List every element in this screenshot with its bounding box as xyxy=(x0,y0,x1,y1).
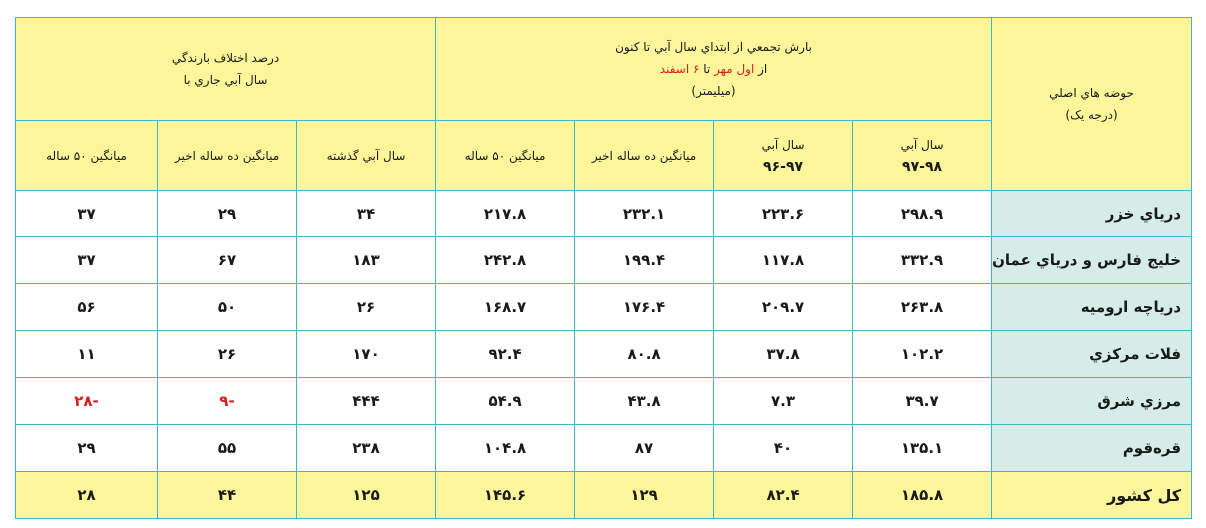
range-start-date: اول مهر xyxy=(714,62,755,76)
total-pct-last-year: ۱۲۵ xyxy=(297,472,436,519)
value-avg50: ۵۴.۹ xyxy=(436,378,575,425)
pct-last-year: ۱۸۳ xyxy=(297,237,436,284)
basin-header-subtitle: (درجه يک) xyxy=(1065,108,1118,122)
table-row xyxy=(16,191,1192,237)
col-header-avg50: ميانگين ۵۰ ساله xyxy=(436,121,575,191)
rainfall-table xyxy=(15,17,1192,519)
basin-name: درياچه اروميه xyxy=(992,284,1192,331)
pct-last-year: ۲۳۸ xyxy=(297,425,436,472)
total-label: کل کشور xyxy=(992,472,1192,519)
range-from-word: از xyxy=(754,62,768,76)
pct-last-year: ۴۴۴ xyxy=(297,378,436,425)
value-9798: ۲۹۸.۹ xyxy=(853,191,992,237)
pct-avg10: ۲۶ xyxy=(158,331,297,378)
pct-avg50: -۲۸ xyxy=(16,378,158,425)
col-header-year-prev-label: سال آبي xyxy=(761,137,805,152)
pct-avg10: ۵۵ xyxy=(158,425,297,472)
value-avg50: ۱۶۸.۷ xyxy=(436,284,575,331)
value-9697: ۷.۳ xyxy=(714,378,853,425)
cumulative-header-range xyxy=(436,58,991,80)
cumulative-header-unit: (ميليمتر) xyxy=(691,84,736,98)
pct-avg10: ۲۹ xyxy=(158,191,297,237)
value-9798: ۳۳۲.۹ xyxy=(853,237,992,284)
basin-name: مرزي شرق xyxy=(992,378,1192,425)
header-row-1 xyxy=(16,18,1192,121)
diff-header-title: درصد اختلاف بارندگي xyxy=(171,51,280,65)
pct-avg50: ۳۷ xyxy=(16,237,158,284)
rainfall-table-frame xyxy=(15,17,1191,520)
total-pct-avg10: ۴۴ xyxy=(158,472,297,519)
value-9697: ۲۲۳.۶ xyxy=(714,191,853,237)
value-9697: ۴۰ xyxy=(714,425,853,472)
value-9798: ۱۳۵.۱ xyxy=(853,425,992,472)
basin-name: درياي خزر xyxy=(992,191,1192,237)
diff-header-subtitle: سال آبي جاري با xyxy=(183,73,268,87)
value-9798: ۲۶۳.۸ xyxy=(853,284,992,331)
total-9798: ۱۸۵.۸ xyxy=(853,472,992,519)
pct-avg10: ۵۰ xyxy=(158,284,297,331)
total-row xyxy=(16,472,1192,519)
total-avg50: ۱۴۵.۶ xyxy=(436,472,575,519)
diff-header-cell xyxy=(16,18,436,121)
pct-avg10: -۹ xyxy=(158,378,297,425)
pct-avg50: ۱۱ xyxy=(16,331,158,378)
value-9798: ۳۹.۷ xyxy=(853,378,992,425)
basin-name: قره‌قوم xyxy=(992,425,1192,472)
range-end-date: ۶ اسفند xyxy=(659,62,700,76)
col-header-year-prev-range: ۹۶-۹۷ xyxy=(763,158,804,175)
col-header-year-prev xyxy=(714,121,853,191)
table-row xyxy=(16,237,1192,284)
col-header-avg10: ميانگين ده ساله اخير xyxy=(575,121,714,191)
pct-avg50: ۲۹ xyxy=(16,425,158,472)
value-avg50: ۲۴۲.۸ xyxy=(436,237,575,284)
table-row xyxy=(16,425,1192,472)
col-header-year-current xyxy=(853,121,992,191)
value-avg10: ۸۷ xyxy=(575,425,714,472)
value-avg10: ۴۳.۸ xyxy=(575,378,714,425)
table-row xyxy=(16,331,1192,378)
cumulative-header-title: بارش تجمعي از ابتداي سال آبي تا کنون xyxy=(615,40,812,54)
col-header-year-current-range: ۹۷-۹۸ xyxy=(902,158,943,175)
table-row xyxy=(16,378,1192,425)
cumulative-header-cell xyxy=(436,18,992,121)
pct-avg50: ۳۷ xyxy=(16,191,158,237)
basin-name: خليج فارس و درياي عمان xyxy=(992,237,1192,284)
value-9697: ۲۰۹.۷ xyxy=(714,284,853,331)
col-header-last-year: سال آبي گذشته xyxy=(297,121,436,191)
range-to-word: تا xyxy=(699,62,715,76)
value-avg10: ۲۳۲.۱ xyxy=(575,191,714,237)
pct-last-year: ۳۴ xyxy=(297,191,436,237)
value-9697: ۳۷.۸ xyxy=(714,331,853,378)
value-9697: ۱۱۷.۸ xyxy=(714,237,853,284)
value-avg50: ۹۲.۴ xyxy=(436,331,575,378)
pct-last-year: ۲۶ xyxy=(297,284,436,331)
value-9798: ۱۰۲.۲ xyxy=(853,331,992,378)
value-avg10: ۱۹۹.۴ xyxy=(575,237,714,284)
value-avg10: ۸۰.۸ xyxy=(575,331,714,378)
total-avg10: ۱۲۹ xyxy=(575,472,714,519)
col-header-year-current-label: سال آبي xyxy=(900,137,944,152)
value-avg50: ۱۰۴.۸ xyxy=(436,425,575,472)
value-avg10: ۱۷۶.۴ xyxy=(575,284,714,331)
value-avg50: ۲۱۷.۸ xyxy=(436,191,575,237)
col-header-diff-avg10: ميانگين ده ساله اخير xyxy=(158,121,297,191)
col-header-diff-avg50: ميانگين ۵۰ ساله xyxy=(16,121,158,191)
pct-avg50: ۵۶ xyxy=(16,284,158,331)
basin-header-title: حوضه هاي اصلي xyxy=(1049,86,1134,100)
total-9697: ۸۲.۴ xyxy=(714,472,853,519)
pct-avg10: ۶۷ xyxy=(158,237,297,284)
basin-header-cell xyxy=(992,18,1192,191)
table-row xyxy=(16,284,1192,331)
pct-last-year: ۱۷۰ xyxy=(297,331,436,378)
basin-name: فلات مرکزي xyxy=(992,331,1192,378)
total-pct-avg50: ۲۸ xyxy=(16,472,158,519)
